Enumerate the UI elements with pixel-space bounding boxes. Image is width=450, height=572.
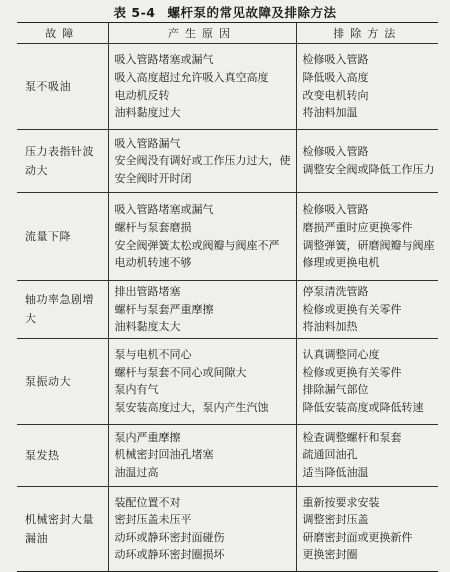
table-row (17, 130, 438, 193)
fix-line: 排除漏气部位 (302, 383, 369, 397)
header-fault: 故障 (17, 23, 108, 44)
cause-cell (108, 486, 296, 571)
fault-table (17, 22, 438, 572)
fix-line: 检修或更换有关零件 (302, 365, 402, 379)
table-row (17, 338, 438, 424)
cause-cell (108, 338, 296, 424)
fault-cell: 泵发热 (17, 424, 108, 486)
fix-cell (296, 424, 438, 486)
fix-line: 降低安装高度或降低转速 (302, 400, 424, 414)
cause-line: 泵内有气 (114, 383, 159, 397)
cause-line: 螺杆与泵套严重摩擦 (114, 302, 214, 316)
fix-line: 调整密封压盖 (302, 513, 369, 527)
cause-line: 机械密封回油孔堵塞 (114, 448, 214, 462)
table-title: 螺杆泵的常见故障及排除方法 (167, 5, 337, 20)
cause-line: 装配位置不对 (114, 495, 181, 509)
cause-line: 安全阀没有调好或工作压力过大，使安全阀时开时闭 (114, 154, 291, 185)
table-row (17, 44, 438, 130)
fix-line: 检修或更换有关零件 (302, 302, 402, 316)
fault-cell: 泵不吸油 (17, 44, 108, 130)
cause-line: 动环或静环密封面碰伤 (114, 530, 225, 544)
fault-cell: 轴功率急剧增大 (17, 281, 108, 339)
fix-line: 认真调整同心度 (302, 348, 380, 362)
cause-cell (108, 130, 296, 193)
fault-cell: 泵振动大 (17, 338, 108, 424)
cause-line: 吸入高度超过允许吸入真空高度 (114, 70, 269, 84)
cause-line: 泵内严重摩擦 (114, 430, 181, 444)
cause-line: 螺杆与泵套磨损 (114, 220, 192, 234)
fix-cell (296, 193, 438, 281)
fault-cell: 机械密封大量漏油 (17, 486, 108, 571)
cause-line: 吸入管路堵塞或漏气 (114, 203, 214, 217)
fix-cell (296, 338, 438, 424)
table-row (17, 193, 438, 281)
cause-line: 安全阀弹簧太松或阀瓣与阀座不严 (114, 238, 280, 252)
table-row (17, 486, 438, 571)
fix-line: 调整弹簧，研磨阀瓣与阀座 (302, 238, 435, 252)
fix-line: 检修吸入管路 (302, 145, 369, 159)
table-caption (0, 3, 450, 21)
cause-line: 电动机转速不够 (114, 256, 192, 270)
fix-line: 调整安全阀或降低工作压力 (302, 163, 435, 176)
header-row (17, 23, 438, 44)
table-row (17, 281, 438, 339)
cause-line: 螺杆与泵套不同心或间隙大 (114, 365, 247, 379)
fix-line: 将油料加温 (302, 106, 358, 120)
cause-line: 吸入管路漏气 (114, 136, 181, 150)
fix-line: 重新按要求安装 (302, 495, 380, 509)
fault-cell: 流量下降 (17, 193, 108, 281)
table-row (17, 424, 438, 486)
fix-line: 更换密封圈 (302, 548, 358, 562)
header-cause: 产生原因 (108, 23, 296, 44)
fix-line: 改变电机转向 (302, 88, 369, 102)
fix-line: 停泵清洗管路 (302, 285, 369, 298)
header-fix: 排除方法 (296, 23, 438, 44)
cause-line: 排出管路堵塞 (114, 285, 181, 298)
fix-line: 检修吸入管路 (302, 203, 369, 217)
table-body (17, 44, 438, 572)
cause-line: 吸入管路堵塞或漏气 (114, 53, 214, 67)
fix-line: 降低吸入高度 (302, 70, 369, 84)
fix-line: 检查调整螺杆和泵套 (302, 430, 402, 444)
fix-cell (296, 44, 438, 130)
fix-cell (296, 486, 438, 571)
cause-cell (108, 281, 296, 339)
cause-line: 泵安装高度过大，泵内产生汽蚀 (114, 400, 269, 414)
cause-line: 油料黏度过大 (114, 106, 181, 120)
fix-line: 将油料加热 (302, 320, 358, 334)
fix-line: 研磨密封面或更换新件 (302, 530, 413, 544)
fault-cell: 压力表指针波动大 (17, 130, 108, 193)
fix-line: 磨损严重时应更换零件 (302, 220, 413, 234)
cause-line: 动环或静环密封圈损坏 (114, 548, 225, 562)
table-number: 表 5-4 (113, 5, 156, 20)
cause-cell (108, 424, 296, 486)
cause-line: 泵与电机不同心 (114, 348, 192, 362)
cause-cell (108, 44, 296, 130)
cause-line: 油料黏度太大 (114, 320, 181, 334)
fix-cell (296, 281, 438, 339)
fix-cell (296, 130, 438, 193)
cause-line: 电动机反转 (114, 88, 170, 102)
cause-cell (108, 193, 296, 281)
cause-line: 油温过高 (114, 466, 159, 480)
fix-line: 适当降低油温 (302, 466, 369, 480)
cause-line: 密封压盖未压平 (114, 513, 192, 527)
fix-line: 修理或更换电机 (302, 256, 380, 270)
fix-line: 检修吸入管路 (302, 53, 369, 67)
fix-line: 疏通回油孔 (302, 448, 358, 462)
